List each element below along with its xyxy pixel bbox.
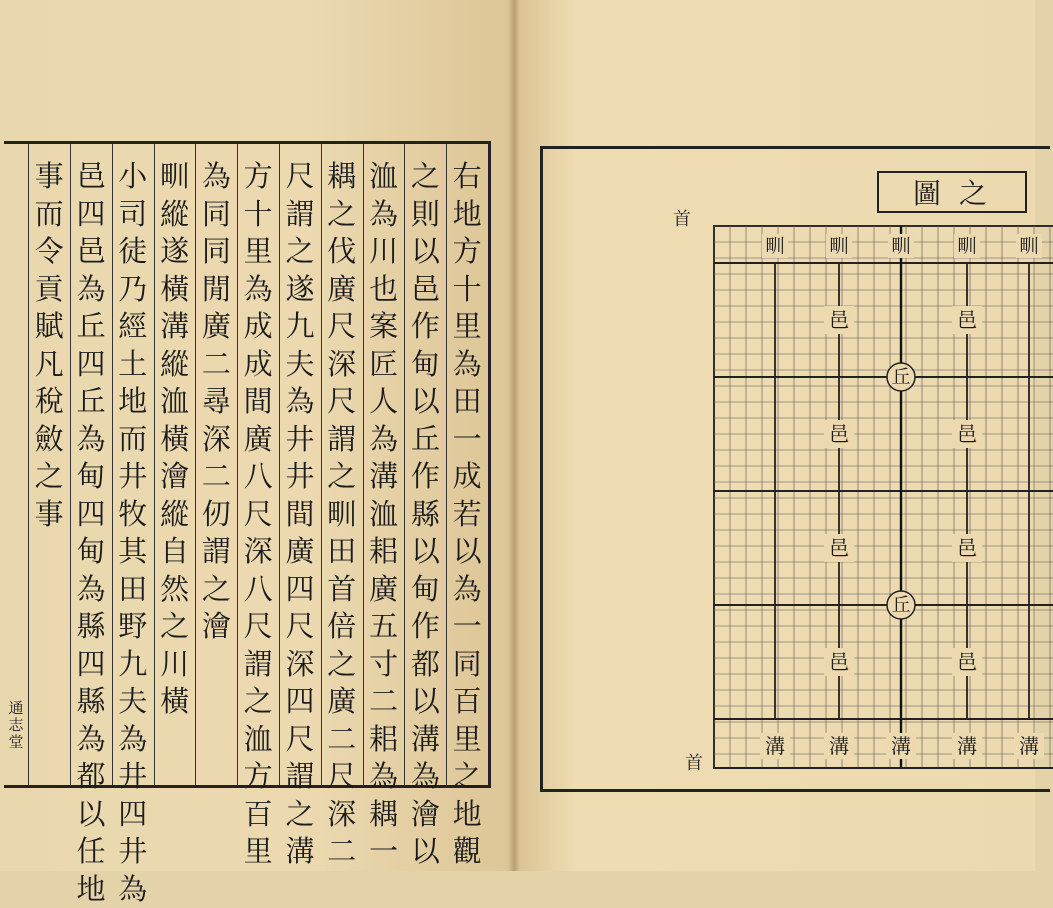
glyph: 十 — [447, 271, 487, 309]
glyph: 以 — [405, 683, 445, 721]
glyph: 謂 — [280, 196, 320, 234]
glyph: 橫 — [155, 683, 195, 721]
glyph: 尺 — [280, 158, 320, 196]
glyph: 甽 — [322, 496, 362, 534]
glyph: 井 — [280, 458, 320, 496]
glyph: 為 — [71, 571, 111, 609]
glyph: 川 — [364, 233, 404, 271]
glyph: 一 — [447, 421, 487, 459]
glyph: 右 — [447, 158, 487, 196]
glyph: 以 — [405, 833, 445, 871]
glyph: 為 — [447, 571, 487, 609]
glyph: 洫 — [155, 383, 195, 421]
glyph: 夫 — [113, 683, 153, 721]
glyph: 伐 — [322, 233, 362, 271]
glyph: 謂 — [196, 533, 236, 571]
glyph: 四 — [71, 646, 111, 684]
glyph: 為 — [364, 421, 404, 459]
glyph: 廣 — [238, 421, 278, 459]
label-gou: 溝 — [829, 734, 849, 758]
glyph: 澮 — [155, 458, 195, 496]
glyph: 司 — [113, 196, 153, 234]
glyph: 若 — [447, 496, 487, 534]
glyph: 也 — [364, 271, 404, 309]
glyph: 縱 — [155, 496, 195, 534]
glyph: 為 — [405, 758, 445, 796]
glyph: 遂 — [155, 233, 195, 271]
glyph: 丘 — [71, 383, 111, 421]
map-title — [877, 171, 1027, 213]
glyph: 廣 — [322, 683, 362, 721]
glyph: 田 — [113, 571, 153, 609]
glyph: 以 — [447, 533, 487, 571]
label-top: 首 — [673, 205, 691, 231]
glyph: 澮 — [405, 796, 445, 834]
glyph: 深 — [238, 533, 278, 571]
label-zhen: 甽 — [765, 235, 784, 257]
glyph: 邑 — [405, 271, 445, 309]
glyph: 以 — [405, 533, 445, 571]
glyph: 橫 — [155, 271, 195, 309]
glyph: 自 — [155, 533, 195, 571]
glyph: 仞 — [196, 496, 236, 534]
glyph: 之 — [322, 458, 362, 496]
glyph: 首 — [322, 571, 362, 609]
glyph: 凡 — [29, 346, 69, 384]
glyph: 深 — [322, 346, 362, 384]
glyph: 為 — [113, 871, 153, 908]
glyph: 廣 — [364, 571, 404, 609]
label-yi: 邑 — [957, 308, 977, 332]
glyph: 溝 — [155, 308, 195, 346]
glyph: 四 — [280, 683, 320, 721]
glyph: 橫 — [155, 421, 195, 459]
label-zhen: 甽 — [957, 235, 976, 257]
glyph: 則 — [405, 196, 445, 234]
glyph: 縱 — [155, 346, 195, 384]
glyph: 方 — [238, 758, 278, 796]
glyph: 尺 — [280, 721, 320, 759]
glyph: 間 — [238, 383, 278, 421]
text-column — [405, 158, 445, 871]
glyph: 尺 — [238, 608, 278, 646]
glyph: 間 — [280, 496, 320, 534]
glyph: 深 — [280, 646, 320, 684]
glyph: 邑 — [71, 233, 111, 271]
glyph: 廣 — [280, 533, 320, 571]
glyph: 寸 — [364, 646, 404, 684]
glyph: 而 — [113, 421, 153, 459]
glyph: 井 — [280, 421, 320, 459]
glyph: 深 — [322, 796, 362, 834]
glyph: 縱 — [155, 196, 195, 234]
glyph: 為 — [447, 346, 487, 384]
glyph: 貢 — [29, 271, 69, 309]
glyph: 都 — [405, 646, 445, 684]
glyph: 為 — [238, 271, 278, 309]
glyph: 同 — [196, 196, 236, 234]
glyph: 之 — [238, 683, 278, 721]
map-title-char-1: 圖 — [913, 172, 959, 212]
glyph: 二 — [196, 458, 236, 496]
label-qiu: 丘 — [891, 594, 910, 616]
glyph: 廣 — [322, 271, 362, 309]
glyph: 川 — [155, 646, 195, 684]
glyph: 經 — [113, 308, 153, 346]
glyph: 四 — [71, 496, 111, 534]
glyph: 作 — [405, 308, 445, 346]
glyph: 九 — [113, 646, 153, 684]
glyph: 尺 — [322, 758, 362, 796]
glyph: 徒 — [113, 233, 153, 271]
glyph: 為 — [280, 383, 320, 421]
glyph: 里 — [447, 721, 487, 759]
glyph: 其 — [113, 533, 153, 571]
glyph: 井 — [113, 458, 153, 496]
glyph: 之 — [280, 796, 320, 834]
text-column — [196, 158, 236, 646]
glyph: 甽 — [155, 158, 195, 196]
glyph: 為 — [71, 421, 111, 459]
glyph: 耜 — [364, 721, 404, 759]
glyph: 倍 — [322, 608, 362, 646]
label-qiu: 丘 — [891, 366, 910, 388]
glyph: 八 — [238, 571, 278, 609]
side-label-glyph: 堂 — [8, 734, 23, 751]
glyph: 耦 — [364, 796, 404, 834]
glyph: 事 — [29, 496, 69, 534]
glyph: 野 — [113, 608, 153, 646]
glyph: 縣 — [71, 608, 111, 646]
glyph: 閒 — [196, 271, 236, 309]
glyph: 牧 — [113, 496, 153, 534]
glyph: 之 — [196, 571, 236, 609]
text-column — [280, 158, 320, 871]
glyph: 方 — [447, 233, 487, 271]
glyph: 耦 — [322, 158, 362, 196]
glyph: 里 — [238, 233, 278, 271]
glyph: 小 — [113, 158, 153, 196]
label-yi: 邑 — [957, 536, 977, 560]
glyph: 以 — [71, 796, 111, 834]
glyph: 然 — [155, 571, 195, 609]
text-frame — [4, 141, 491, 788]
glyph: 溝 — [364, 458, 404, 496]
book-gutter — [508, 0, 520, 871]
glyph: 觀 — [447, 833, 487, 871]
glyph: 五 — [364, 608, 404, 646]
glyph: 四 — [113, 796, 153, 834]
glyph: 二 — [196, 346, 236, 384]
glyph: 二 — [322, 833, 362, 871]
glyph: 賦 — [29, 308, 69, 346]
glyph: 土 — [113, 346, 153, 384]
glyph: 地 — [113, 383, 153, 421]
label-zhen: 甽 — [1019, 235, 1038, 257]
label-bottom: 首 — [685, 749, 703, 775]
glyph: 之 — [29, 458, 69, 496]
glyph: 尺 — [280, 608, 320, 646]
glyph: 一 — [447, 608, 487, 646]
glyph: 里 — [447, 308, 487, 346]
glyph: 成 — [447, 458, 487, 496]
glyph: 十 — [238, 196, 278, 234]
glyph: 作 — [405, 608, 445, 646]
glyph: 甸 — [405, 346, 445, 384]
glyph: 尺 — [322, 383, 362, 421]
glyph: 二 — [322, 721, 362, 759]
glyph: 百 — [238, 796, 278, 834]
glyph: 四 — [280, 571, 320, 609]
label-zhen: 甽 — [891, 235, 910, 257]
map-title-char-2: 之 — [959, 172, 1005, 212]
glyph: 稅 — [29, 383, 69, 421]
glyph: 甸 — [71, 533, 111, 571]
field-grid-diagram — [713, 225, 1053, 769]
glyph: 四 — [71, 346, 111, 384]
glyph: 為 — [364, 758, 404, 796]
label-yi: 邑 — [829, 308, 849, 332]
glyph: 之 — [280, 233, 320, 271]
label-yi: 邑 — [829, 536, 849, 560]
glyph: 井 — [113, 833, 153, 871]
label-yi: 邑 — [829, 650, 849, 674]
glyph: 甸 — [71, 458, 111, 496]
glyph: 之 — [322, 646, 362, 684]
text-column — [155, 158, 195, 721]
label-zhen: 甽 — [829, 235, 848, 257]
glyph: 為 — [71, 721, 111, 759]
text-column — [364, 158, 404, 871]
glyph: 溝 — [405, 721, 445, 759]
glyph: 百 — [447, 683, 487, 721]
glyph: 一 — [364, 833, 404, 871]
glyph: 而 — [29, 196, 69, 234]
glyph: 乃 — [113, 271, 153, 309]
label-yi: 邑 — [829, 422, 849, 446]
glyph: 尺 — [322, 308, 362, 346]
glyph: 耜 — [364, 533, 404, 571]
glyph: 任 — [71, 833, 111, 871]
label-gou: 溝 — [1019, 734, 1039, 758]
glyph: 之 — [322, 196, 362, 234]
glyph: 為 — [364, 196, 404, 234]
right-page — [514, 0, 1035, 871]
page-edge-bleed — [4, 144, 24, 785]
text-column — [322, 158, 362, 871]
glyph: 二 — [364, 683, 404, 721]
text-column — [71, 158, 111, 908]
glyph: 匠 — [364, 346, 404, 384]
glyph: 成 — [238, 308, 278, 346]
left-page — [0, 0, 514, 871]
glyph: 謂 — [280, 758, 320, 796]
glyph: 為 — [113, 721, 153, 759]
glyph: 之 — [155, 608, 195, 646]
glyph: 廣 — [196, 308, 236, 346]
glyph: 遂 — [280, 271, 320, 309]
glyph: 以 — [405, 233, 445, 271]
glyph: 為 — [71, 271, 111, 309]
glyph: 縣 — [71, 683, 111, 721]
label-yi: 邑 — [957, 422, 977, 446]
map-frame — [540, 146, 1050, 792]
glyph: 同 — [447, 646, 487, 684]
glyph: 尺 — [238, 496, 278, 534]
glyph: 澮 — [196, 608, 236, 646]
glyph: 九 — [280, 308, 320, 346]
text-column — [238, 158, 278, 871]
glyph: 謂 — [238, 646, 278, 684]
glyph: 洫 — [364, 496, 404, 534]
glyph: 邑 — [71, 158, 111, 196]
glyph: 都 — [71, 758, 111, 796]
glyph: 斂 — [29, 421, 69, 459]
glyph: 之 — [447, 758, 487, 796]
glyph: 令 — [29, 233, 69, 271]
side-label-glyph: 志 — [8, 717, 23, 734]
glyph: 夫 — [280, 346, 320, 384]
glyph: 田 — [447, 383, 487, 421]
glyph: 四 — [71, 196, 111, 234]
glyph: 人 — [364, 383, 404, 421]
glyph: 丘 — [71, 308, 111, 346]
side-label-tongzhitang — [6, 700, 26, 751]
glyph: 地 — [447, 796, 487, 834]
glyph: 同 — [196, 233, 236, 271]
glyph: 溝 — [280, 833, 320, 871]
glyph: 洫 — [238, 721, 278, 759]
glyph: 事 — [29, 158, 69, 196]
side-label-glyph: 通 — [8, 700, 23, 717]
label-gou: 溝 — [957, 734, 977, 758]
glyph: 以 — [405, 383, 445, 421]
glyph: 里 — [238, 833, 278, 871]
text-column — [29, 158, 69, 533]
glyph: 地 — [71, 871, 111, 908]
glyph: 井 — [113, 758, 153, 796]
glyph: 之 — [405, 158, 445, 196]
glyph: 尋 — [196, 383, 236, 421]
glyph: 為 — [196, 158, 236, 196]
glyph: 地 — [447, 196, 487, 234]
glyph: 深 — [196, 421, 236, 459]
glyph: 作 — [405, 458, 445, 496]
glyph: 成 — [238, 346, 278, 384]
label-yi: 邑 — [957, 650, 977, 674]
glyph: 甸 — [405, 571, 445, 609]
glyph: 田 — [322, 533, 362, 571]
glyph: 洫 — [364, 158, 404, 196]
glyph: 案 — [364, 308, 404, 346]
glyph: 八 — [238, 458, 278, 496]
label-gou: 溝 — [891, 734, 911, 758]
glyph: 丘 — [405, 421, 445, 459]
label-gou: 溝 — [765, 734, 785, 758]
glyph: 謂 — [322, 421, 362, 459]
glyph: 方 — [238, 158, 278, 196]
text-column — [447, 158, 487, 871]
glyph: 縣 — [405, 496, 445, 534]
text-column — [113, 158, 153, 908]
